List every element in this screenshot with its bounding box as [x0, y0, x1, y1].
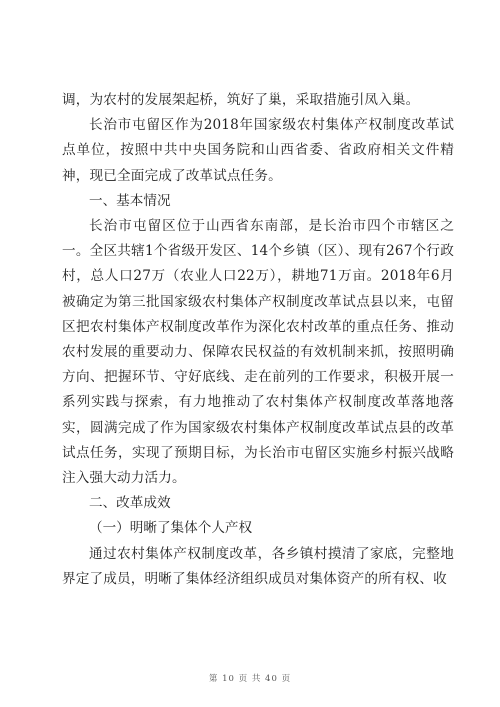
section-heading-basic-situation: 一、基本情况	[89, 192, 171, 209]
document-body	[62, 88, 454, 592]
section-heading-reform-results: 二、改革成效	[89, 495, 171, 512]
paragraph-property-rights: 通过农村集体产权制度改革，各乡镇村摸清了家底，完整地界定了成员，明晰了集体经济组织成员对集体资产的所有权、收	[62, 545, 454, 587]
page-number-footer: 第 10 页 共 40 页	[208, 674, 292, 684]
paragraph-intro: 长治市屯留区作为2018年国家级农村集体产权制度改革试点单位，按照中共中央国务院和山西省委、省政府相关文件精神，现已全面完成了改革试点任务。	[62, 117, 454, 184]
subsection-heading-property-rights: （一）明晰了集体个人产权	[89, 520, 253, 537]
paragraph-continuation: 调，为农村的发展架起桥，筑好了巢，采取措施引凤入巢。	[62, 92, 420, 108]
paragraph-basic-situation: 长治市屯留区位于山西省东南部，是长治市四个市辖区之一。全区共辖1个省级开发区、14个乡镇（区）、现有267个行政村，总人口27万（农业人口22万），耕地71万亩。2018年6月被确定为第三批国家级农村集体产权制度改革试点县以来，屯留区把农村集体产权制度改革作为深化农村改革的重点任务、推动农村发展的重要动力、保障农民权益的有效机制来抓，按照明确方向、把握环节、守好底线、走在前列的工作要求，积极开展一系列实践与探索，有力地推动了农村集体产权制度改革落地落实，圆满完成了作为国家级农村集体产权制度改革试点县的改革试点任务，实现了预期目标，为长治市屯留区实施乡村振兴战略注入强大动力活力。	[62, 218, 454, 487]
